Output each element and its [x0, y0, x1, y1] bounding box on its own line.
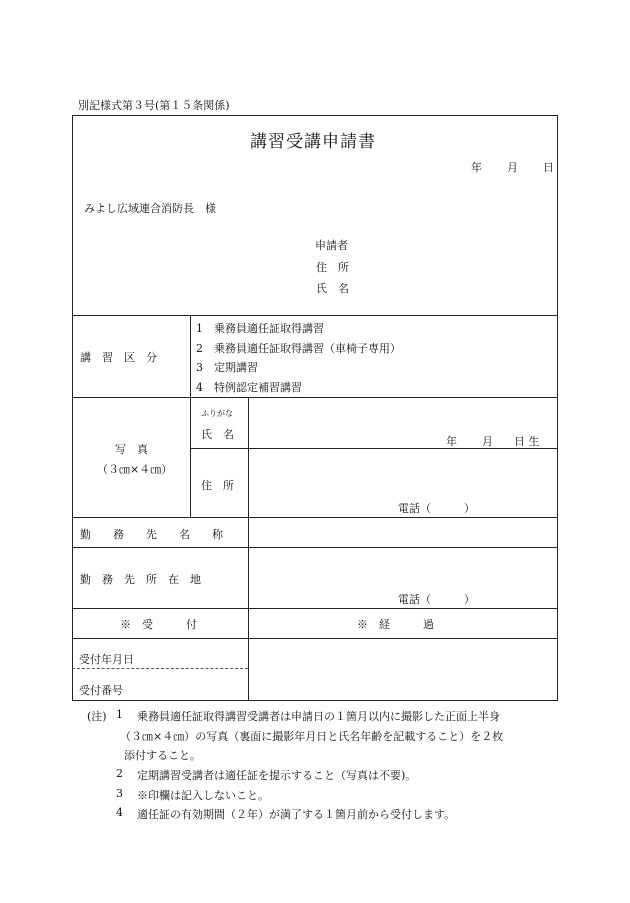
- date-year: 年: [471, 161, 482, 174]
- note-line: ※印欄は記入しないこと。: [137, 789, 269, 802]
- name-label: 氏 名: [201, 428, 234, 441]
- addressee: みよし広域連合消防長 様: [84, 202, 216, 215]
- furigana-label: ふりがな: [201, 409, 233, 418]
- note-line: 定期講習受講者は適任証を提示すること（写真は不要)。: [137, 769, 417, 782]
- notes-prefix: (注): [87, 710, 107, 723]
- note-number: 4: [116, 806, 123, 819]
- photo-label: 写 真: [115, 443, 148, 456]
- row-divider: [72, 547, 558, 548]
- note-line: 添付すること。: [124, 749, 201, 762]
- page-title: 講習受講申請書: [250, 132, 376, 152]
- workplace-address-label: 勤 務 先 所 在 地: [80, 573, 201, 586]
- receipt-label: ※ 受 付: [120, 618, 197, 631]
- applicant-address-label: 住 所: [316, 261, 349, 274]
- course-option: 1 乗務員適任証取得講習: [196, 322, 324, 335]
- birth-month: 月: [482, 435, 493, 448]
- row-divider: [72, 517, 558, 518]
- col-divider: [248, 397, 249, 701]
- course-label: 講 習 区 分: [80, 351, 157, 364]
- row-divider: [72, 397, 558, 398]
- birth-year: 年: [446, 435, 457, 448]
- note-line: （３㎝×４㎝）の写真（裏面に撮影年月日と氏名年齢を記載すること）を２枚: [120, 730, 504, 743]
- course-option: 2 乗務員適任証取得講習（車椅子専用）: [196, 342, 401, 355]
- date-month: 月: [507, 161, 518, 174]
- date-day: 日: [543, 161, 554, 174]
- note-number: 1: [116, 708, 123, 721]
- note-line: 乗務員適任証取得講習受講者は申請日の１箇月以内に撮影した正面上半身: [137, 710, 500, 723]
- row-divider: [72, 638, 558, 639]
- row-divider: [72, 315, 558, 316]
- note-number: 3: [116, 787, 123, 800]
- course-option: 4 特例認定補習講習: [196, 381, 302, 394]
- birth-day: 日 生: [514, 435, 540, 448]
- form-label: 別記様式第３号(第１５条関係): [78, 99, 230, 112]
- course-option: 3 定期講習: [196, 361, 258, 374]
- row-divider: [190, 448, 558, 449]
- applicant-label: 申請者: [315, 239, 348, 252]
- phone-label: 電話（ ）: [398, 502, 475, 515]
- receipt-date-label: 受付年月日: [79, 653, 134, 666]
- col-divider: [190, 315, 191, 517]
- applicant-name-label: 氏 名: [316, 282, 349, 295]
- note-number: 2: [116, 767, 123, 780]
- address-label: 住 所: [201, 479, 234, 492]
- note-line: 適任証の有効期間（２年）が満了する１箇月前から受付します。: [137, 808, 456, 821]
- dashed-divider: [72, 668, 248, 669]
- workplace-phone-label: 電話（ ）: [398, 593, 475, 606]
- row-divider: [72, 608, 558, 609]
- photo-size: （３㎝×４㎝）: [97, 463, 173, 476]
- progress-label: ※ 経 過: [357, 618, 434, 631]
- receipt-number-label: 受付番号: [79, 684, 123, 697]
- workplace-name-label: 勤 務 先 名 称: [80, 528, 223, 541]
